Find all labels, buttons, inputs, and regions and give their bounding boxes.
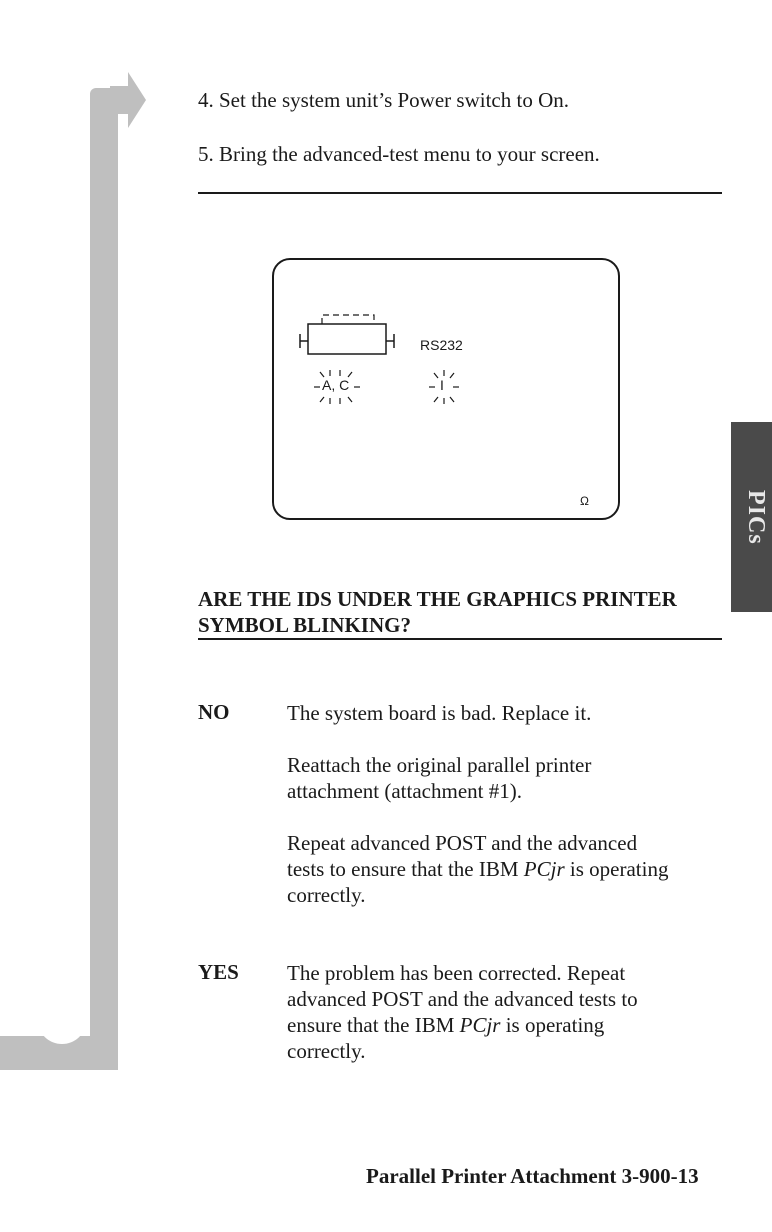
page-footer: Parallel Printer Attachment 3-900-13	[366, 1164, 699, 1188]
flow-connector-bar	[90, 88, 118, 1070]
question-line-1: ARE THE IDS UNDER THE GRAPHICS PRINTER	[198, 587, 677, 611]
step-5: 5. Bring the advanced-test menu to your screen.	[198, 142, 600, 166]
question-underline	[198, 638, 722, 640]
no-label: NO	[198, 700, 230, 724]
rs232-id: I	[440, 377, 444, 393]
flow-arrow-icon	[110, 72, 150, 132]
rs232-label: RS232	[420, 337, 463, 353]
binder-hole	[38, 192, 86, 238]
binder-hole	[38, 598, 86, 644]
question-line-2: SYMBOL BLINKING?	[198, 613, 411, 637]
binder-hole	[38, 998, 86, 1044]
step-4: 4. Set the system unit’s Power switch to On.	[198, 88, 569, 112]
no-paragraph-2: Reattach the original parallel printer attachment (attachment #1).	[287, 753, 592, 803]
yes-paragraph: The problem has been corrected. Repeat advanced POST and the advanced tests to ensure that the IBM PCjr is operating correctly.	[287, 961, 638, 1063]
section-tab-label: PICs	[743, 490, 769, 545]
blink-rays-icon	[428, 368, 460, 406]
question-heading	[198, 586, 728, 638]
omega-symbol: Ω	[580, 494, 589, 508]
no-paragraph-3: Repeat advanced POST and the advanced tests to ensure that the IBM PCjr is operating correctly.	[287, 831, 669, 907]
printer-id-left: A, C	[322, 377, 350, 393]
divider	[198, 192, 722, 194]
graphics-printer-icon	[296, 312, 400, 360]
no-paragraph-1: The system board is bad. Replace it.	[287, 701, 592, 725]
yes-label: YES	[198, 960, 239, 984]
